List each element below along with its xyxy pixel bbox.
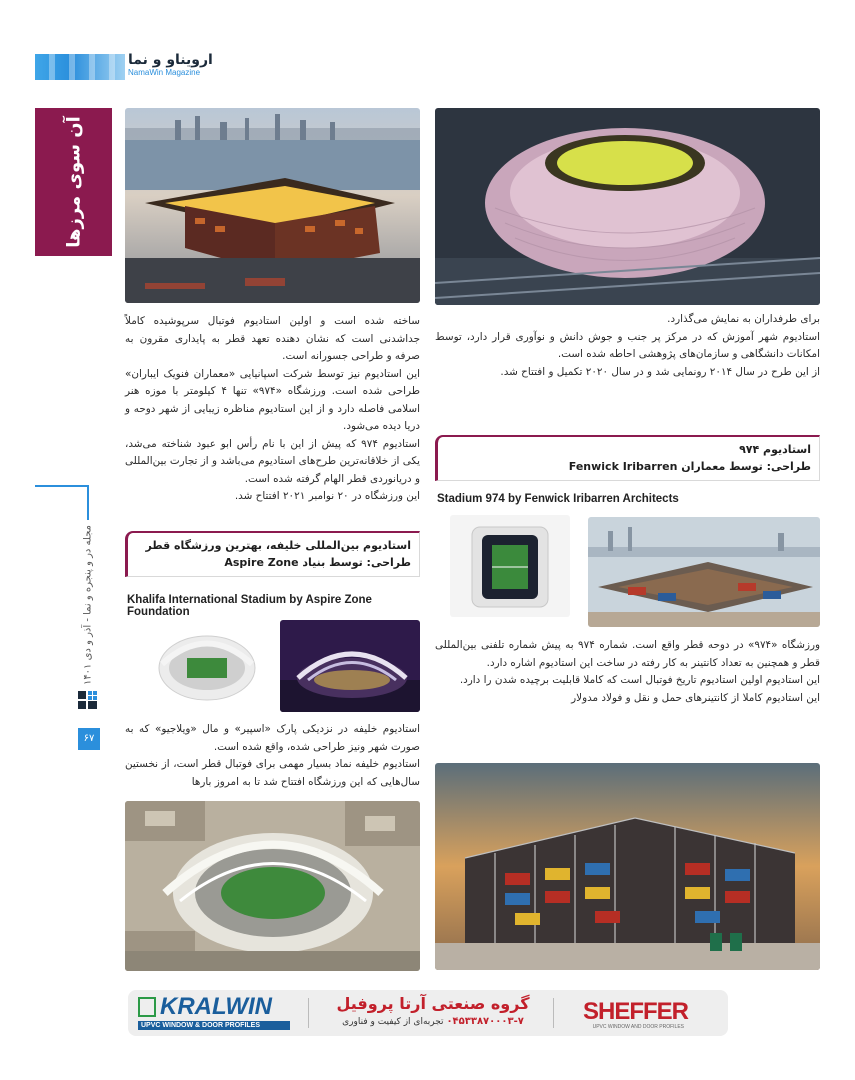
- stadium974-paragraph-right: [435, 637, 820, 707]
- stadium974-construction-photo: [588, 517, 820, 627]
- logo-fa-text: ارویناو و نما: [128, 52, 213, 68]
- paragraph-line: از این طرح در سال ۲۰۱۴ رونمایی شد و در سال ۲۰۲۰ تکمیل و افتتاح شد.: [500, 365, 820, 378]
- khalifa-english-title: Khalifa International Stadium by Aspire Zone Foundation: [127, 594, 372, 618]
- magazine-logo[interactable]: [128, 52, 218, 82]
- khalifa-caption: [125, 531, 420, 577]
- paragraph-line: این ورزشگاه در ۲۰ نوامبر ۲۰۲۱ افتتاح شد.: [234, 490, 420, 502]
- stadium974-caption-title: استادیوم ۹۷۴: [739, 443, 811, 456]
- ad-divider: [308, 998, 309, 1028]
- issue-info: [78, 520, 98, 690]
- section-tab-label: آن سوی مرزها: [63, 116, 84, 248]
- logo-en-text: NamaWin Magazine: [128, 68, 201, 77]
- education-city-paragraph: [435, 311, 820, 381]
- section-tab: [35, 108, 112, 256]
- arta-profile-info: [318, 993, 548, 1033]
- company-phone: ۰۴۵۳۳۸۷۰۰۰۳-۷: [446, 1016, 524, 1027]
- kralwin-window-icon: [138, 997, 156, 1017]
- khalifa-night-photo: [280, 620, 420, 712]
- khalifa-render-photo: [150, 618, 265, 713]
- sidebar-divider-vertical: [87, 485, 89, 520]
- khalifa-paragraph: [125, 721, 420, 791]
- paragraph-line: استادیوم ۹۷۴ که پیش از این با نام رأس ابو عبود شناخته می‌شد، یکی از خلاقانه‌ترین طرح‌های استادیوم می‌باشد و از تجارت بین‌المللی و دریانوردی قطر الهام گرفته شده است.: [125, 437, 420, 485]
- company-contact: [318, 1015, 548, 1029]
- paragraph-line: این استادیوم کاملا از کانتینرهای حمل و نقل و فولاد مدولار: [571, 691, 820, 704]
- kralwin-logo: [138, 995, 308, 1031]
- kralwin-title: KRALWIN: [160, 993, 272, 1020]
- paragraph-line: ورزشگاه «۹۷۴» در دوحه قطر واقع است. شماره ۹۷۴ به پیش شماره تلفنی بین‌المللی قطر و همچنین به تعداد کانتینر به کار رفته در ساخت این استادیوم اشاره دارد.: [435, 639, 820, 669]
- company-tagline: تجربه‌ای از کیفیت و فناوری: [342, 1017, 444, 1027]
- stadium974-english-title: Stadium 974 by Fenwick Iribarren Architects: [437, 493, 679, 505]
- issue-info-text: مجله در و پنجره و نما - آذر و دی ۱۴۰۱: [82, 524, 94, 686]
- stadium974-caption-designer: طراحی: توسط معماران Fenwick Iribarren: [568, 460, 811, 473]
- window-logo-icon: [76, 688, 100, 712]
- paragraph-line: این استادیوم نیز توسط شرکت اسپانیایی «معماران فنویک ایباران» طراحی شده است. ورزشگاه «۹۷۴» تنها ۴ کیلومتر با موزه هنر اسلامی فاصله دارد و از این استادیوم مناظره زیبایی از شهر دوحه و دریا دیده می‌شود.: [125, 367, 420, 432]
- paragraph-line: استادیوم خلیفه در نزدیکی پارک «اسپیر» و مال «ویلاجیو» که به صورت شهر ونیز طراحی شده، واقع شده است.: [125, 723, 420, 753]
- ad-banner[interactable]: [128, 990, 728, 1036]
- sheffer-logo: SHEFFER: [582, 998, 688, 1025]
- sidebar-divider: [35, 485, 87, 487]
- paragraph-line: ساخته شده است و اولین استادیوم فوتبال سرپوشیده کاملاً جداشدنی است که نشان دهنده تعهد قطر به پایداری مقرون به صرفه و طراحی جسورانه است.: [125, 315, 420, 362]
- ad-divider: [553, 998, 554, 1028]
- stadium974-render-photo: [450, 515, 570, 617]
- khalifa-caption-title: استادیوم بین‌المللی خلیفه، بهترین ورزشگاه قطر: [145, 539, 411, 552]
- paragraph-line: استادیوم خلیفه نماد بسیار مهمی برای فوتبال قطر است، از نخستین سال‌هایی که این ورزشگاه افتتاح شد تا به امروز بارها: [125, 758, 420, 788]
- page-number: ۶۷: [78, 728, 100, 750]
- sheffer-subtitle: UPVC WINDOW AND DOOR PROFILES: [592, 1024, 684, 1030]
- education-city-stadium-photo: [435, 108, 820, 305]
- paragraph-line: این استادیوم اولین استادیوم تاریخ فوتبال است که کاملا قابلیت برچیده شدن را دارد.: [459, 674, 820, 686]
- khalifa-caption-designer: طراحی: توسط بنیاد Aspire Zone: [224, 556, 411, 569]
- stadium974-paragraph-left: [125, 313, 420, 506]
- paragraph-line: استادیوم شهر آموزش که در مرکز پر جنب و جوش دانش و نوآوری قرار دارد، توسط امکانات دانشگاهی و سازمان‌های پژوهشی احاطه شده است.: [435, 330, 820, 360]
- header-color-bar: [35, 54, 125, 80]
- khalifa-aerial-photo: [125, 801, 420, 971]
- stadium974-night-photo: [125, 108, 420, 303]
- company-name: گروه صنعتی آرتا پروفیل: [336, 994, 530, 1013]
- paragraph-line: برای طرفداران به نمایش می‌گذارد.: [667, 313, 820, 325]
- stadium974-container-photo: [435, 763, 820, 970]
- stadium974-caption: [435, 435, 820, 481]
- kralwin-subtitle: UPVC WINDOW & DOOR PROFILES: [138, 1021, 290, 1030]
